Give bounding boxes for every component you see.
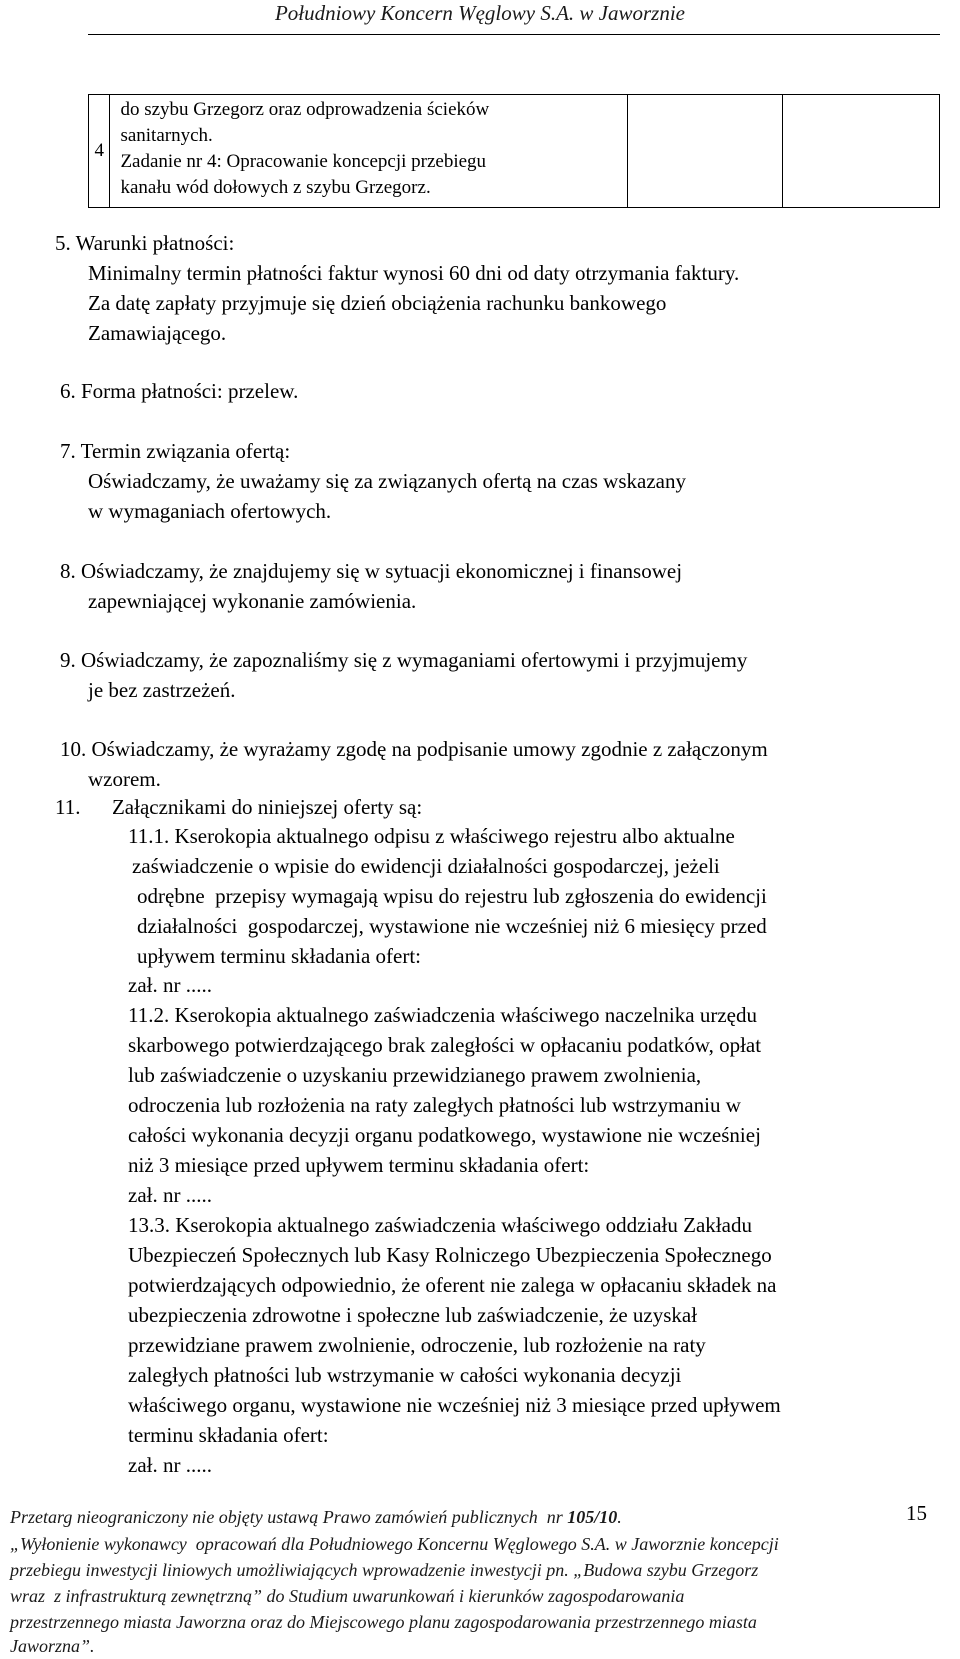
attachment-13-3-line: zał. nr ..... bbox=[128, 1453, 212, 1477]
section-7-line: w wymaganiach ofertowych. bbox=[88, 499, 332, 523]
attachment-11-2-line: skarbowego potwierdzającego brak zaległości w opłacaniu podatków, opłat bbox=[128, 1033, 762, 1057]
attachment-13-3-line: Ubezpieczeń Społecznych lub Kasy Rolniczego Ubezpieczenia Społecznego bbox=[128, 1243, 772, 1267]
footer-line: Jaworzna”. bbox=[10, 1636, 95, 1656]
section-9-line: 9. Oświadczamy, że zapoznaliśmy się z wymaganiami ofertowymi i przyjmujemy bbox=[60, 648, 748, 672]
footer-tender-line bbox=[10, 1504, 622, 1530]
footer-tender-end: . bbox=[617, 1507, 622, 1527]
header-divider bbox=[88, 34, 940, 35]
page-number: 15 bbox=[906, 1501, 927, 1525]
attachment-11-1-line: zaświadczenie o wpisie do ewidencji działalności gospodarczej, jeżeli bbox=[132, 854, 720, 878]
attachment-11-2-line: zał. nr ..... bbox=[128, 1183, 212, 1207]
section-9-line: je bez zastrzeżeń. bbox=[88, 678, 236, 702]
page-header-title: Południowy Koncern Węglowy S.A. w Jaworznie bbox=[274, 1, 686, 25]
footer-tender-text: Przetarg nieograniczony nie objęty ustawą Prawo zamówień publicznych nr bbox=[10, 1507, 568, 1527]
section-5-line: Za datę zapłaty przyjmuje się dzień obciążenia rachunku bankowego bbox=[88, 291, 667, 315]
table-line: kanału wód dołowych z szybu Grzegorz. bbox=[120, 177, 431, 198]
table-row bbox=[89, 95, 940, 208]
attachment-13-3-line: 13.3. Kserokopia aktualnego zaświadczenia właściwego oddziału Zakładu bbox=[128, 1213, 752, 1237]
attachment-13-3-line: ubezpieczenia zdrowotne i społeczne lub zaświadczenie, że uzyskał bbox=[128, 1303, 698, 1327]
attachment-11-1-line: odrębne przepisy wymagają wpisu do rejestru lub zgłoszenia do ewidencji bbox=[137, 884, 767, 908]
attachment-11-1-line: upływem terminu składania ofert: bbox=[137, 944, 422, 968]
table-empty-cell bbox=[782, 95, 939, 208]
footer-line: przebiegu inwestycji liniowych umożliwiających wprowadzenie inwestycji pn. „Budowa szybu Grzegorz bbox=[10, 1560, 759, 1580]
section-7-line: Oświadczamy, że uważamy się za związanych ofertą na czas wskazany bbox=[88, 469, 686, 493]
attachment-11-2-line: całości wykonania decyzji organu podatkowego, wystawione nie wcześniej bbox=[128, 1123, 761, 1147]
table-empty-cell bbox=[628, 95, 782, 208]
section-10-line: wzorem. bbox=[88, 767, 161, 791]
section-5-line: Minimalny termin płatności faktur wynosi 60 dni od daty otrzymania faktury. bbox=[88, 261, 740, 285]
attachment-13-3-line: przewidziane prawem zwolnienie, odroczenie, lub rozłożenie na raty bbox=[128, 1333, 706, 1357]
table-line: sanitarnych. bbox=[120, 125, 213, 146]
attachment-11-2-line: 11.2. Kserokopia aktualnego zaświadczenia właściwego naczelnika urzędu bbox=[128, 1003, 757, 1027]
continuation-table bbox=[88, 94, 940, 208]
footer-line: „Wyłonienie wykonawcy opracowań dla Południowego Koncernu Węglowego S.A. w Jaworznie koncepcji bbox=[10, 1534, 779, 1554]
attachment-11-1-line: 11.1. Kserokopia aktualnego odpisu z właściwego rejestru albo aktualne bbox=[128, 824, 735, 848]
attachment-11-1-line: działalności gospodarczej, wystawione nie wcześniej niż 6 miesięcy przed bbox=[137, 914, 767, 938]
table-line: do szybu Grzegorz oraz odprowadzenia ścieków bbox=[120, 99, 490, 120]
attachment-11-1-line: zał. nr ..... bbox=[128, 973, 212, 997]
table-row-description bbox=[110, 95, 628, 208]
section-8-line: zapewniającej wykonanie zamówienia. bbox=[88, 589, 417, 613]
attachment-13-3-line: zaległych płatności lub wstrzymanie w całości wykonania decyzji bbox=[128, 1363, 682, 1387]
section-7-heading: 7. Termin związania ofertą: bbox=[60, 439, 291, 463]
footer-tender-number: 105/10 bbox=[567, 1507, 618, 1527]
section-10-line: 10. Oświadczamy, że wyrażamy zgodę na podpisanie umowy zgodnie z załączonym bbox=[60, 737, 768, 761]
attachment-11-2-line: niż 3 miesiące przed upływem terminu składania ofert: bbox=[128, 1153, 590, 1177]
section-8-line: 8. Oświadczamy, że znajdujemy się w sytuacji ekonomicznej i finansowej bbox=[60, 559, 683, 583]
attachment-13-3-line: właściwego organu, wystawione nie wcześniej niż 3 miesiące przed upływem bbox=[128, 1393, 781, 1417]
table-line: Zadanie nr 4: Opracowanie koncepcji przebiegu bbox=[120, 151, 487, 172]
footer-line: przestrzennego miasta Jaworzna oraz do Miejscowego planu zagospodarowania przestrzennego miasta bbox=[10, 1612, 757, 1632]
attachment-13-3-line: terminu składania ofert: bbox=[128, 1423, 329, 1447]
table-row-number: 4 bbox=[89, 95, 110, 208]
attachment-13-3-line: potwierdzających odpowiednio, że oferent nie zalega w opłacaniu składek na bbox=[128, 1273, 777, 1297]
section-6-text: 6. Forma płatności: przelew. bbox=[60, 379, 299, 403]
section-5-heading: 5. Warunki płatności: bbox=[55, 231, 235, 255]
attachment-11-2-line: lub zaświadczenie o uzyskaniu przewidzianego prawem zwolnienia, bbox=[128, 1063, 702, 1087]
section-11-heading: 11. Załącznikami do niniejszej oferty są: bbox=[55, 795, 423, 819]
section-5-line: Zamawiającego. bbox=[88, 321, 227, 345]
footer-line: wraz z infrastrukturą zewnętrzną” do Studium uwarunkowań i kierunków zagospodarowania bbox=[10, 1586, 685, 1606]
attachment-11-2-line: odroczenia lub rozłożenia na raty zaległych płatności lub wstrzymaniu w bbox=[128, 1093, 741, 1117]
